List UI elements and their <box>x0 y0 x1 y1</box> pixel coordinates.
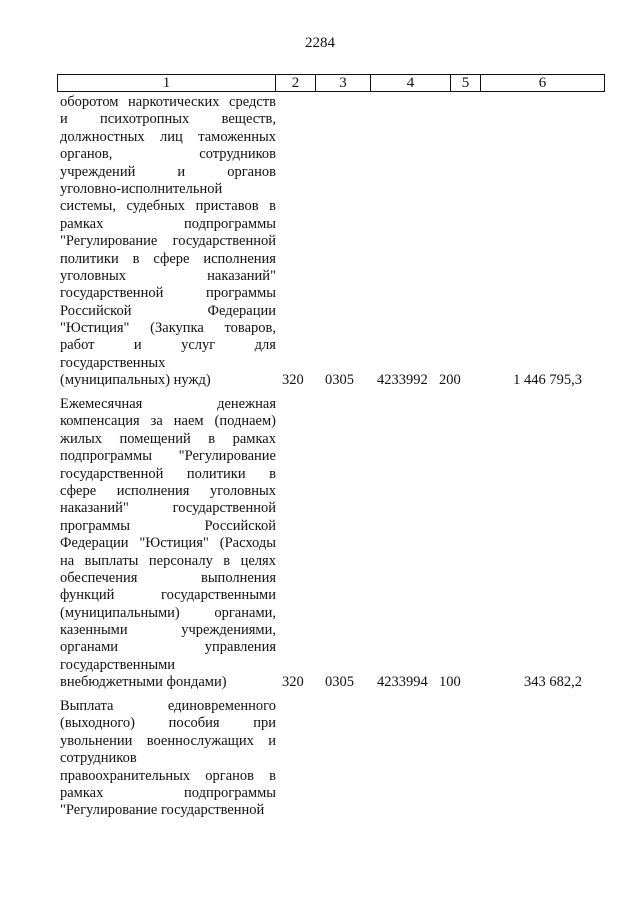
description-line: учреждений и органов <box>60 163 276 180</box>
cell-col6: 1 446 795,3 <box>513 372 582 388</box>
description-line: политики в сфере исполнения <box>60 250 276 267</box>
page-number: 2284 <box>305 35 335 51</box>
column-header-3: 3 <box>316 75 371 92</box>
description-line: "Регулирование государственной <box>60 802 265 819</box>
description-line: казенными учреждениями, <box>60 622 276 639</box>
description-line: "Юстиция" (Закупка товаров, <box>60 320 276 337</box>
description-line: сфере исполнения уголовных <box>60 482 276 499</box>
column-header-6: 6 <box>481 75 605 92</box>
column-header-2: 2 <box>276 75 316 92</box>
description-line: государственными <box>60 656 176 673</box>
cell-col3: 0305 <box>325 674 354 690</box>
description-line: Ежемесячная денежная <box>60 396 276 412</box>
description-line: органами управления <box>60 639 276 656</box>
description-line: должностных лиц таможенных <box>60 128 276 145</box>
cell-col2: 320 <box>282 674 304 690</box>
description-line: увольнении военнослужащих и <box>60 732 276 749</box>
description-line: уголовно-исполнительной <box>60 180 223 197</box>
cell-col4: 4233994 <box>377 674 428 690</box>
description-line: сотрудников <box>60 750 137 767</box>
cell-col4: 4233992 <box>377 372 428 388</box>
description-line: и психотропных веществ, <box>60 111 276 128</box>
description-line: подпрограммы "Регулирование <box>60 448 276 465</box>
description-line: наказаний" государственной <box>60 500 276 517</box>
cell-col2: 320 <box>282 372 304 388</box>
description-line: государственной политики в <box>60 465 276 482</box>
description-line: оборотом наркотических средств <box>60 94 276 110</box>
description-line: государственной программы <box>60 285 276 302</box>
column-header-row <box>58 75 605 92</box>
column-header-4: 4 <box>371 75 451 92</box>
description-line: функций государственными <box>60 587 276 604</box>
description-line: жилых помещений в рамках <box>60 430 276 447</box>
description-line: системы, судебных приставов в <box>60 198 276 215</box>
description-line: уголовных наказаний" <box>60 267 276 284</box>
column-header-1: 1 <box>58 75 276 92</box>
column-header-table <box>57 74 605 92</box>
description-line: государственных <box>60 354 166 371</box>
description-line: органов, сотрудников <box>60 146 276 163</box>
description-line: Российской Федерации <box>60 302 276 319</box>
cell-col5: 100 <box>439 674 461 690</box>
description-line: правоохранительных органов в <box>60 767 276 784</box>
column-header-5: 5 <box>451 75 481 92</box>
description-line: "Регулирование государственной <box>60 233 276 250</box>
row-description <box>60 94 276 390</box>
description-line: рамках подпрограммы <box>60 784 276 801</box>
description-line: программы Российской <box>60 517 276 534</box>
description-line: работ и услуг для <box>60 337 276 354</box>
description-line: рамках подпрограммы <box>60 215 276 232</box>
description-line: компенсация за наем (поднаем) <box>60 413 276 430</box>
description-line: (выходного) пособия при <box>60 715 276 732</box>
cell-col5: 200 <box>439 372 461 388</box>
row-description <box>60 698 276 820</box>
description-line: (муниципальными) органами, <box>60 604 276 621</box>
description-line: на выплаты персоналу в целях <box>60 552 276 569</box>
description-line: Выплата единовременного <box>60 698 276 714</box>
cell-col6: 343 682,2 <box>524 674 582 690</box>
description-line: Федерации "Юстиция" (Расходы <box>60 535 276 552</box>
cell-col3: 0305 <box>325 372 354 388</box>
description-line: обеспечения выполнения <box>60 569 276 586</box>
description-line: внебюджетными фондами) <box>60 674 227 691</box>
description-line: (муниципальных) нужд) <box>60 372 211 389</box>
row-description <box>60 396 276 692</box>
